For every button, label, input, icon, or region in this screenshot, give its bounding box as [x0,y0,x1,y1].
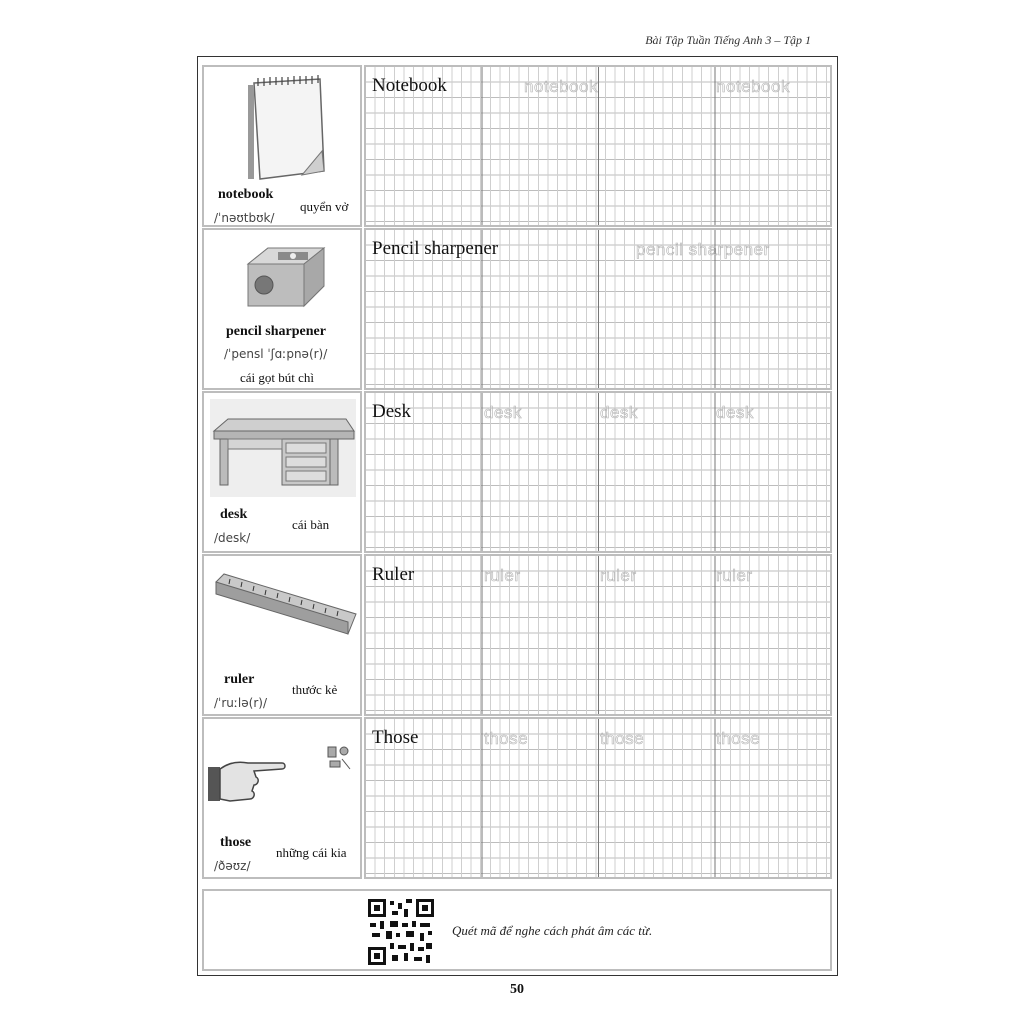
vocab-ipa: /ðəʊz/ [214,859,251,873]
vocab-meaning: những cái kia [276,845,347,860]
notebook-icon [242,75,332,185]
vocab-card [202,65,362,227]
trace-word: ruler [484,566,521,585]
writing-grid[interactable] [364,717,832,879]
vocab-word: ruler [224,672,255,687]
print-word: Pencil sharpener [372,238,499,259]
trace-word: ruler [716,566,753,585]
vocab-meaning: cái gọt bút chì [240,370,315,385]
vocab-row-those [202,717,832,879]
vocab-card [202,717,362,879]
vocab-row-desk [202,391,832,553]
sharpener-icon [238,234,334,314]
vocab-word: notebook [218,187,274,202]
vocab-word: desk [220,507,248,522]
writing-grid[interactable] [364,554,832,716]
qr-instruction: Quét mã để nghe cách phát âm các từ. [452,923,653,938]
vocab-meaning: thước kẻ [292,682,338,697]
worksheet-frame [197,56,838,976]
vocab-ipa: /ˈnəʊtbʊk/ [214,211,275,225]
vocab-ipa: /desk/ [214,531,251,545]
trace-word: those [600,729,645,748]
pointing-hand-icon [208,749,288,809]
page-header: Bài Tập Tuần Tiếng Anh 3 – Tập 1 [645,33,811,47]
trace-word: notebook [524,77,598,96]
print-word: Desk [372,401,412,422]
vocab-card [202,228,362,390]
writing-grid[interactable] [364,228,832,390]
vocab-word: those [220,835,252,850]
school-items-icon [324,743,354,773]
qr-code-icon[interactable] [368,899,434,965]
writing-grid[interactable] [364,65,832,227]
qr-section [202,889,832,971]
print-word: Ruler [372,564,415,585]
vocab-ipa: /ˈruːlə(r)/ [214,696,267,710]
trace-word: desk [484,403,522,422]
vocab-card [202,391,362,553]
vocab-card [202,554,362,716]
vocab-row-pencil-sharpener [202,228,832,390]
trace-word: ruler [600,566,637,585]
page-number: 50 [510,982,524,997]
trace-word: notebook [716,77,790,96]
vocab-meaning: cái bàn [292,517,330,532]
print-word: Those [372,727,419,748]
trace-word: desk [716,403,754,422]
vocab-meaning: quyển vở [300,199,349,214]
trace-word: those [716,729,761,748]
vocab-ipa: /ˈpensl ˈʃɑːpnə(r)/ [224,347,328,361]
ruler-icon [210,572,358,642]
vocab-row-notebook [202,65,832,227]
trace-word: those [484,729,529,748]
print-word: Notebook [372,75,447,96]
vocab-row-ruler [202,554,832,716]
trace-word: pencil sharpener [636,240,770,259]
trace-word: desk [600,403,638,422]
writing-grid[interactable] [364,391,832,553]
vocab-word: pencil sharpener [226,324,326,339]
desk-icon [210,399,356,497]
